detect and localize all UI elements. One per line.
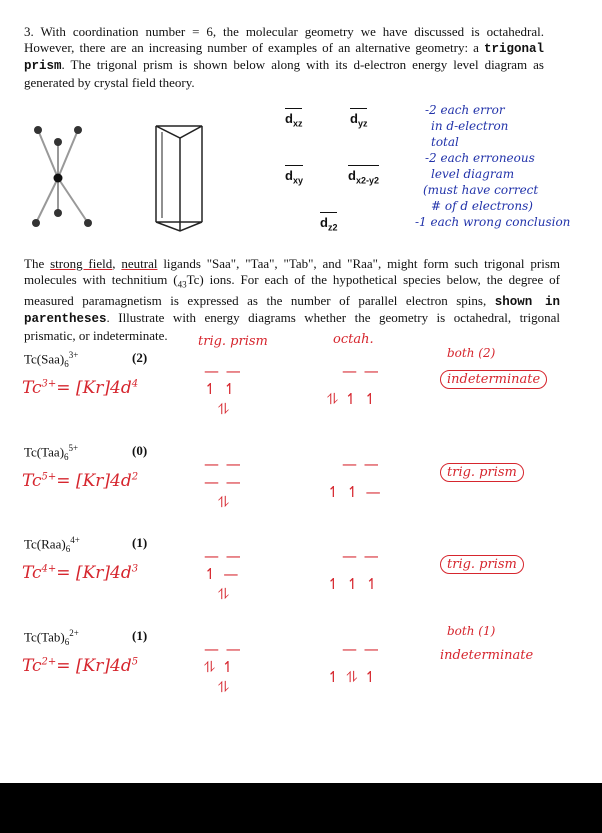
orbital-dxz: $d_{xz}$ <box>285 108 302 129</box>
note-line: -2 each erroneous <box>425 151 535 165</box>
electron-config: $Tc^{5+}= [Kr]4d^2$ <box>22 471 139 491</box>
question-intro <box>24 24 544 90</box>
note-line: total <box>431 135 459 149</box>
orbital-dz2: $d_{z2}$ <box>320 212 337 233</box>
trig-upper-level: — — <box>204 547 242 565</box>
oct-lower-level: ↿ ⥮ ↿ <box>327 668 378 686</box>
intro-bold-term: trigonal prism <box>24 41 544 74</box>
body-text: Tc) ions. For each of the hypothetical species below, the degree of measured paramagnetism is expressed as the number of parallel electron spins, <box>24 271 560 308</box>
trig-lower-level: ⥮ <box>218 493 230 511</box>
config-d-count: 2 <box>131 471 139 483</box>
electron-config: $Tc^{4+}= [Kr]4d^3$ <box>22 563 139 583</box>
trig-upper-level: — — <box>204 362 242 380</box>
header-octahedral: octah. <box>333 332 374 347</box>
orbital-dyz: $d_{yz}$ <box>350 108 367 129</box>
neutral-term: neutral <box>121 256 158 271</box>
note-line: # of d electrons) <box>431 199 533 213</box>
formula-subscript: 6 <box>65 543 71 554</box>
config-d-count: 3 <box>131 563 139 575</box>
body-text: The <box>24 256 45 271</box>
trig-lower-level: ⥮ <box>218 678 230 696</box>
trig-middle-level: — — <box>204 473 242 491</box>
answer-conclusion: trig. prism <box>440 463 524 482</box>
question-body <box>24 256 560 344</box>
species-formula: $Tc(Taa)_6^{5+}$ <box>24 443 79 462</box>
note-line: -1 each wrong conclusion <box>415 215 571 229</box>
answer-conclusion: indeterminate <box>440 370 547 389</box>
formula-charge: 5+ <box>68 443 79 453</box>
answer-note: both (1) <box>447 624 496 638</box>
body-text: , <box>112 256 116 271</box>
trigonal-prism-figure <box>150 118 210 233</box>
formula-charge: 2+ <box>69 628 79 638</box>
note-line: in d-electron <box>431 119 509 133</box>
trig-middle-level: ⥮ ↿ <box>204 658 236 676</box>
question-number: 3. <box>24 24 34 39</box>
trig-lower-level: ⥮ <box>218 585 230 603</box>
config-ion-charge: 5+ <box>41 471 57 483</box>
oct-upper-level: — — <box>342 640 380 658</box>
note-line: (must have correct <box>423 183 539 197</box>
species-formula: $Tc(Saa)_6^{3+}$ <box>24 350 79 369</box>
trig-lower-level: ⥮ <box>218 400 230 418</box>
answer-note: both (2) <box>447 346 496 360</box>
note-line: -2 each error <box>425 103 505 117</box>
strong-field-term: strong field <box>50 256 113 271</box>
config-d-count: 5 <box>131 656 139 668</box>
formula-subscript: 6 <box>64 358 69 369</box>
oct-lower-level: ⥮ ↿ ↿ <box>327 390 378 408</box>
species-formula: $Tc(Raa)_6^{4+}$ <box>24 535 80 554</box>
trig-upper-level: — — <box>204 455 242 473</box>
parallel-spin-count: (1) <box>132 535 148 550</box>
formula-charge: 4+ <box>70 535 80 545</box>
note-line: level diagram <box>431 167 515 181</box>
trig-middle-level: ↿ — <box>204 565 240 583</box>
header-trig-prism: trig. prism <box>198 334 268 349</box>
intro-text-2: . The trigonal prism is shown below along with its d-electron energy level diagram as generated by crystal field theory. <box>24 57 544 90</box>
parallel-spin-count: (1) <box>132 628 148 643</box>
config-ion-charge: 2+ <box>41 656 57 668</box>
trig-upper-level: — — <box>204 640 242 658</box>
config-d-count: 4 <box>131 378 139 390</box>
formula-subscript: 6 <box>64 636 70 647</box>
body-text: . Illustrate with energy diagrams whether the geometry is octahedral, trigonal prismatic, or indeterminate. <box>24 310 560 343</box>
parallel-spin-count: (2) <box>132 350 148 365</box>
orbital-dx2y2: $d_{x2-y2}$ <box>348 165 379 186</box>
tc-atomic-number: 43 <box>177 279 187 290</box>
answer-conclusion: indeterminate <box>440 648 534 663</box>
oct-upper-level: — — <box>342 362 380 380</box>
electron-config: $Tc^{2+}= [Kr]4d^5$ <box>22 656 139 676</box>
formula-subscript: 6 <box>64 451 69 462</box>
octahedral-geometry-figure <box>28 120 108 235</box>
intro-text-1: With coordination number = 6, the molecular geometry we have discussed is octahedral. However, there are an increasing number of examples of an alternative geometry: a <box>24 24 544 55</box>
config-ion-charge: 4+ <box>41 563 57 575</box>
oct-upper-level: — — <box>342 547 380 565</box>
oct-lower-level: ↿ ↿ — <box>327 483 382 501</box>
oct-upper-level: — — <box>342 455 380 473</box>
parallel-spin-count: (0) <box>132 443 148 458</box>
oct-lower-level: ↿ ↿ ↿ <box>327 575 380 593</box>
answer-conclusion: trig. prism <box>440 555 524 574</box>
species-formula: $Tc(Tab)_6^{2+}$ <box>24 628 79 647</box>
trig-middle-level: ↿ ↿ <box>204 380 237 398</box>
electron-config: $Tc^{3+}= [Kr]4d^4$ <box>22 378 139 398</box>
orbital-dxy: $d_{xy}$ <box>285 165 303 186</box>
formula-charge: 3+ <box>68 350 79 360</box>
body-text: ligands "Saa", "Taa", "Tab", and "Raa", might form such trigonal prism molecules with technitium ( <box>24 256 560 287</box>
grading-notes <box>415 102 570 230</box>
config-ion-charge: 3+ <box>41 378 57 390</box>
body-bold-term: shown in parentheses <box>24 294 560 327</box>
